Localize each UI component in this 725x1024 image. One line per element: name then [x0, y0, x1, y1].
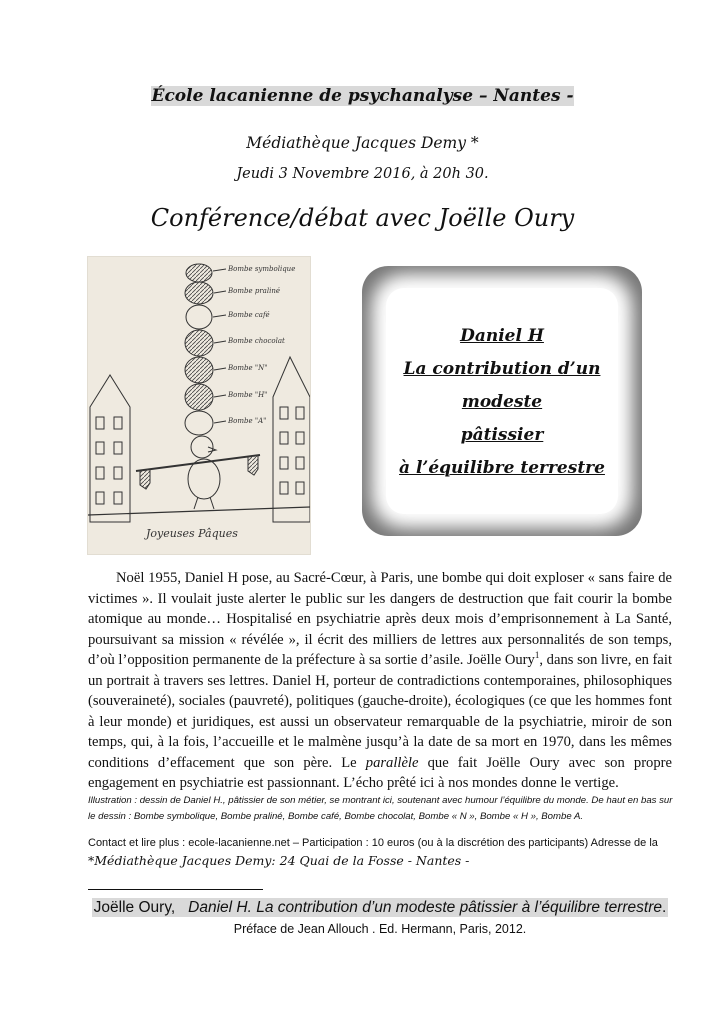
- book-title-box: [362, 266, 642, 536]
- drawing-caption: Joyeuses Pâques: [146, 527, 238, 540]
- contact-block: [88, 834, 688, 870]
- date-line: Jeudi 3 Novembre 2016, à 20h 30.: [236, 166, 489, 182]
- egg-label-3: Bombe café: [228, 311, 270, 319]
- egg-label-4: Bombe chocolat: [228, 337, 285, 345]
- egg-label-6: Bombe "H": [228, 391, 268, 399]
- venue-line: Médiathèque Jacques Demy *: [246, 134, 479, 152]
- footnote-divider: [88, 889, 263, 890]
- contact-line: Contact et lire plus : ecole-lacanienne.net – Participation : 10 euros (ou à la discrétion des participants) Adresse de la: [88, 837, 658, 849]
- footnote-reference: Joëlle Oury, Daniel H. La contribution d’un modeste pâtissier à l’équilibre terrestre.: [93, 899, 667, 916]
- egg-label-5: Bombe "N": [228, 364, 268, 372]
- conference-title: Conférence/débat avec Joëlle Oury: [150, 204, 575, 232]
- footnote-publication: Préface de Jean Allouch . Ed. Hermann, Paris, 2012.: [233, 922, 527, 936]
- book-title-line-1: Daniel H: [460, 326, 544, 346]
- venue-address: *Médiathèque Jacques Demy: 24 Quai de la Fosse - Nantes -: [88, 853, 470, 868]
- illustration-caption: Illustration : dessin de Daniel H., pâtissier de son métier, se montrant ici, soutenant avec humour l’équilibre du monde. De haut en bas sur le dessin : Bombe symbolique, Bombe praliné, Bombe café, Bombe chocolat, Bombe « N », Bombe « H », Bombe A.: [88, 795, 673, 822]
- egg-label-7: Bombe "A": [228, 417, 267, 425]
- school-header: École lacanienne de psychanalyse – Nantes -: [151, 86, 574, 106]
- book-title-line-3: pâtissier: [460, 425, 544, 445]
- illustration-drawing: [87, 256, 311, 555]
- footnote-marker: 1: [534, 650, 540, 661]
- body-paragraph: Noël 1955, Daniel H pose, au Sacré-Cœur, à Paris, une bombe qui doit exploser « sans faire de victimes ». Il voulait juste alerter le public sur les dangers de destruction que fait courir la bombe atomique au monde… Hospitalisé en psychiatrie après deux mois d’emprisonnement à La Santé, poursuivant sa mission « révélée », il écrit des milliers de lettres aux personnalités de son temps, d’où l’opposition permanente de la préfecture à sa sortie d’asile. Joëlle Oury$^1$, dans son livre, en fait un portrait à travers ses lettres. Daniel H, porteur de contradictions contemporaines, philosophiques (souveraineté), sociales (pauvreté), politiques (gauche-droite), écologiques (ce que les hommes font à leur monde) et juridiques, est aussi un observateur remarquable de la psychiatrie, miroir de son temps, qui, à la fois, l’accueille et le malmène jusqu’à la date de sa mort en 1970, dans les mêmes conditions d’effacement que son père. Le parallèle que fait Joëlle Oury avec son propre engagement en psychiatrie est passionnant. L’écho prêté ici à nos mondes donne le vertige.: [88, 570, 672, 791]
- egg-label-2: Bombe praliné: [228, 287, 280, 295]
- book-title-line-2: La contribution d’un modeste: [403, 359, 601, 412]
- book-title-line-4: à l’équilibre terrestre: [399, 458, 605, 478]
- egg-label-1: Bombe symbolique: [228, 265, 296, 273]
